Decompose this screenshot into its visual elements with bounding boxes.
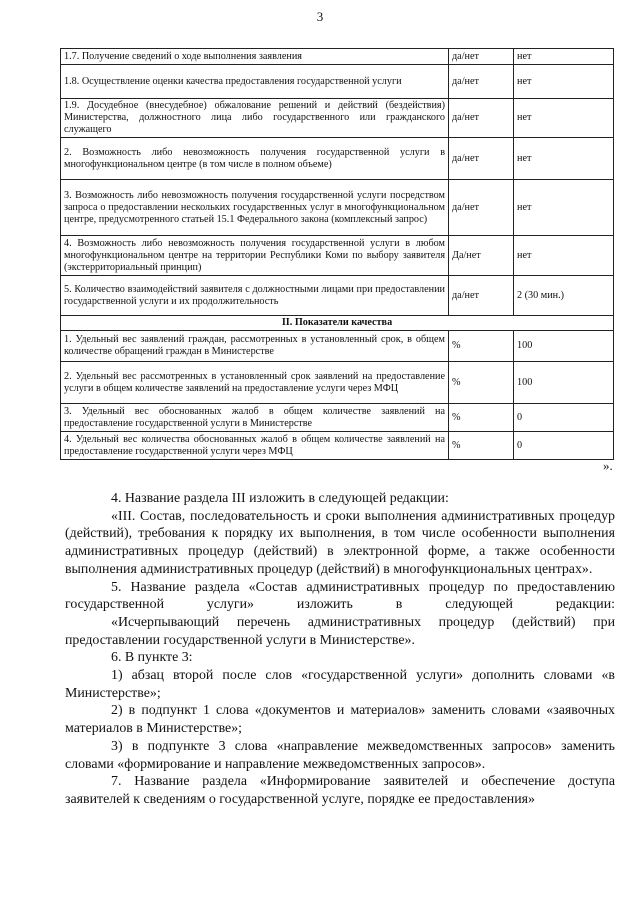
row-description: 1.8. Осуществление оценки качества предоставления государственной услуги (61, 65, 449, 99)
table-row (61, 432, 614, 460)
row-value: нет (514, 180, 614, 236)
row-value: 100 (514, 331, 614, 362)
row-description: 4. Возможность либо невозможность получения государственной услуги в любом многофункциональном центре на территории Республики Коми по выбору заявителя (экстерриториальный принцип) (61, 236, 449, 276)
amendment-text (65, 490, 615, 809)
row-description: 1.9. Досудебное (внесудебное) обжалование решений и действий (бездействия) Министерства, должностного лица либо государственного или гражданского служащего (61, 99, 449, 138)
table-row (61, 404, 614, 432)
row-value: нет (514, 65, 614, 99)
section-title: II. Показатели качества (61, 316, 614, 331)
row-value: 100 (514, 362, 614, 404)
row-unit: % (449, 362, 514, 404)
table-row (61, 138, 614, 180)
row-unit: да/нет (449, 180, 514, 236)
paragraph: 2) в подпункт 1 слова «документов и материалов» заменить словами «заявочных материалов в Министерстве»; (65, 703, 615, 737)
row-description: 3. Удельный вес обоснованных жалоб в общем количестве заявлений на предоставление государственной услуги в Министерстве (61, 404, 449, 432)
table-row (61, 362, 614, 404)
paragraph: 6. В пункте 3: (111, 650, 193, 666)
table-row (61, 276, 614, 316)
paragraph: «Исчерпывающий перечень административных процедур (действий) при предоставлении государственной услуги в Министерстве». (65, 614, 615, 648)
row-value: 0 (514, 404, 614, 432)
paragraph: 5. Название раздела «Состав административных процедур по предоставлению государственной услуги» изложить в следующей редакции: (65, 579, 615, 613)
row-unit: да/нет (449, 99, 514, 138)
row-description: 1. Удельный вес заявлений граждан, рассмотренных в установленный срок, в общем количестве обращений граждан в Министерстве (61, 331, 449, 362)
paragraph: 7. Название раздела «Информирование заявителей и обеспечение доступа заявителей к сведениям о государственной услуге, порядке ее предоставления» (65, 774, 615, 807)
row-description: 1.7. Получение сведений о ходе выполнения заявления (61, 49, 449, 65)
paragraph: 1) абзац второй после слов «государственной услуги» дополнить словами «в Министерстве»; (65, 668, 615, 701)
row-value: нет (514, 49, 614, 65)
indicators-table (60, 48, 614, 460)
section-header-row (61, 316, 614, 331)
row-unit: % (449, 404, 514, 432)
table-row (61, 49, 614, 65)
row-description: 2. Возможность либо невозможность получения государственной услуги в многофункциональном центре (в том числе в полном объеме) (61, 138, 449, 180)
row-unit: да/нет (449, 65, 514, 99)
row-value: нет (514, 236, 614, 276)
row-unit: % (449, 432, 514, 460)
paragraph: «III. Состав, последовательность и сроки выполнения административных процедур (действий), требования к порядку их выполнения, в том числе особенности выполнения административных процедур (действий) в электронной форме, а также особенности выполнения административных процедур (действий) в многофункциональных центрах». (65, 508, 615, 577)
row-description: 3. Возможность либо невозможность получения государственной услуги посредством запроса о предоставлении нескольких государственных услуг в многофункциональном центре, предусмотренного статьей 15.1 Федерального закона (комплексный запрос) (61, 180, 449, 236)
page-number: 3 (316, 9, 324, 24)
table-row (61, 331, 614, 362)
row-unit: да/нет (449, 276, 514, 316)
paragraph: 4. Название раздела III изложить в следующей редакции: (111, 491, 449, 506)
row-unit: да/нет (449, 138, 514, 180)
closing-quote: ». (603, 458, 613, 473)
row-description: 2. Удельный вес рассмотренных в установленный срок заявлений на предоставление услуги в общем количестве заявлений на предоставление услуги через МФЦ (61, 362, 449, 404)
row-description: 5. Количество взаимодействий заявителя с должностными лицами при предоставлении государственной услуги и их продолжительность (61, 276, 449, 316)
row-value: 0 (514, 432, 614, 460)
paragraph: 3) в подпункте 3 слова «направление межведомственных запросов» заменить словами «формирование и направление межведомственных запросов». (65, 738, 615, 772)
table-row (61, 180, 614, 236)
row-unit: да/нет (449, 49, 514, 65)
table-row (61, 236, 614, 276)
row-value: нет (514, 99, 614, 138)
row-description: 4. Удельный вес количества обоснованных жалоб в общем количестве заявлений на предоставление государственной услуги через МФЦ (61, 432, 449, 460)
row-unit: % (449, 331, 514, 362)
row-value: нет (514, 138, 614, 180)
table-row (61, 99, 614, 138)
table-row (61, 65, 614, 99)
row-unit: Да/нет (449, 236, 514, 276)
row-value: 2 (30 мин.) (514, 276, 614, 316)
